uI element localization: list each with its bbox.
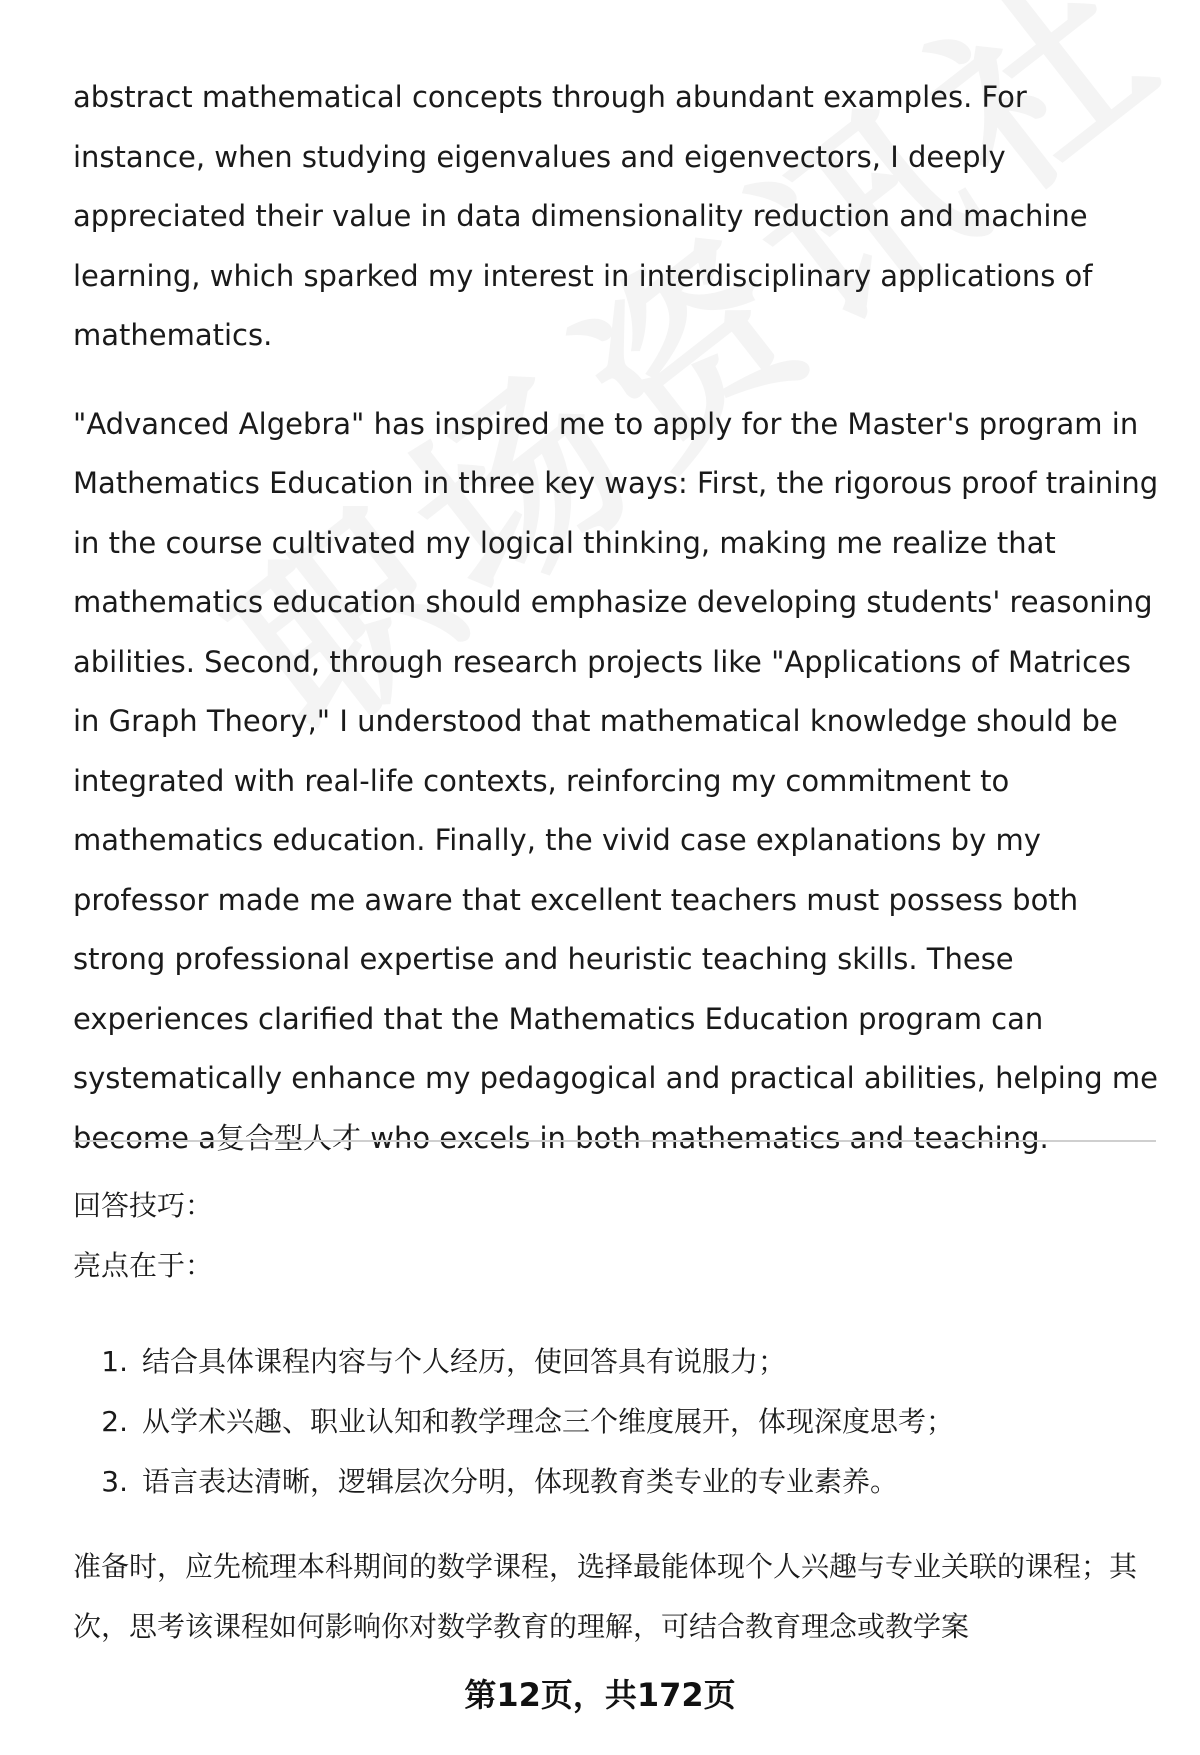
list-item xyxy=(73,1452,1159,1512)
list-item xyxy=(73,1332,1159,1392)
list-item xyxy=(73,1392,1159,1452)
list-item-text: 语言表达清晰，逻辑层次分明，体现教育类专业的专业素养。 xyxy=(142,1465,899,1498)
list-item-number: 3. xyxy=(101,1465,128,1498)
list-item-number: 1. xyxy=(101,1345,128,1378)
paragraph-2: "Advanced Algebra" has inspired me to apply for the Master's program in Mathematics Education in three key ways: First, the rigorous proof training in the course cultivated my logical thinking, making me realize that mathematics education should emphasize developing students' reasoning abilities. Second, through research projects like "Applications of Matrices in Graph Theory," I understood that mathematical knowledge should be integrated with real-life contexts, reinforcing my commitment to mathematics education. Finally, the vivid case explanations by my professor made me aware that excellent teachers must possess both strong professional expertise and heuristic teaching skills. These experiences clarified that the Mathematics Education program can systematically enhance my pedagogical and practical abilities, helping me become a复合型人才 who excels in both mathematics and teaching. xyxy=(73,406,1159,1155)
list-item-text: 从学术兴趣、职业认知和教学理念三个维度展开，体现深度思考； xyxy=(142,1405,955,1438)
tips-heading: 回答技巧： xyxy=(73,1189,214,1222)
preparation-paragraph: 准备时，应先梳理本科期间的数学课程，选择最能体现个人兴趣与专业关联的课程；其次，思考该课程如何影响你对数学教育的理解，可结合教育理念或教学案 xyxy=(73,1550,1138,1643)
section-divider xyxy=(73,1140,1156,1142)
list-item-number: 2. xyxy=(101,1405,128,1438)
highlights-label: 亮点在于： xyxy=(73,1249,214,1282)
highlights-list xyxy=(73,1332,1159,1512)
page-number: 第12页，共172页 xyxy=(464,1676,736,1714)
document-body xyxy=(73,68,1159,1168)
answer-tips-section xyxy=(73,1176,1159,1657)
list-item-text: 结合具体课程内容与个人经历，使回答具有说服力； xyxy=(142,1345,787,1378)
paragraph-1: abstract mathematical concepts through abundant examples. For instance, when studying eigenvalues and eigenvectors, I deeply appreciated their value in data dimensionality reduction and machine learning, which sparked my interest in interdisciplinary applications of mathematics. xyxy=(73,80,1093,352)
